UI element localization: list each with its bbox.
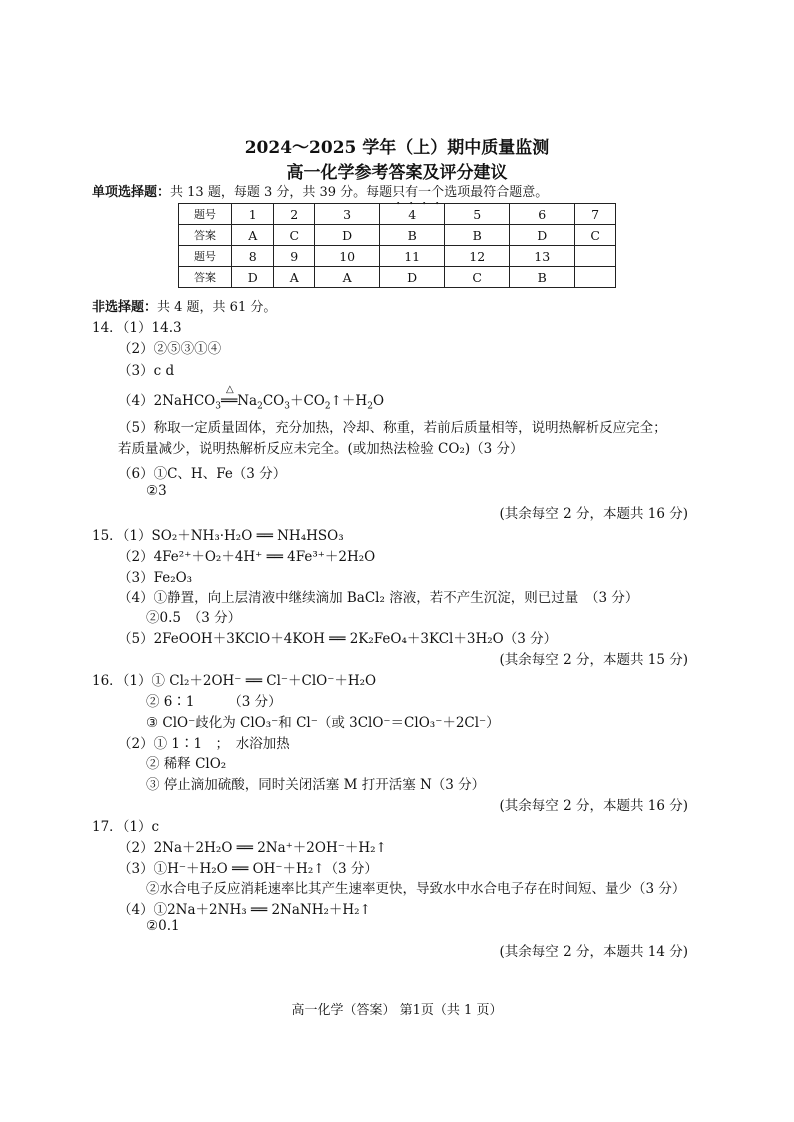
table-cell: 9 — [274, 246, 315, 267]
table-cell: 4 — [380, 204, 445, 225]
table-cell: A — [274, 267, 315, 288]
q15-part4b: ②0.5 （3 分） — [146, 610, 242, 626]
table-cell: D — [315, 225, 380, 246]
q16-part1: 16．（1）① Cl₂＋2OH⁻ ══ Cl⁻＋ClO⁻＋H₂O — [92, 673, 377, 689]
table-cell: C — [445, 267, 510, 288]
q14-part4: （4）2NaHCO$_3$ △ $══Na_2CO_3+CO_2↑+H_2O$ — [118, 384, 385, 412]
section-desc: 共 13 题，每题 3 分，共 39 分。每题 — [170, 185, 393, 200]
table-cell: D — [232, 267, 274, 288]
table-cell: 5 — [445, 204, 510, 225]
emphasis-text: 只有一个 — [392, 185, 445, 200]
q14-score-note: (其余每空 2 分，本题共 16 分) — [499, 506, 688, 522]
q17-part1: 17．（1）c — [92, 819, 160, 835]
table-cell: 1 — [232, 204, 274, 225]
q15-part1: 15．（1）SO₂＋NH₃·H₂O ══ NH₄HSO₃ — [92, 528, 344, 544]
q15-part3: （3）Fe₂O₃ — [118, 570, 193, 586]
section-desc: 共 4 题，共 61 分。 — [157, 300, 277, 315]
q14-part6b: ②3 — [146, 483, 167, 499]
q15-part2: （2）4Fe²⁺＋O₂＋4H⁺ ══ 4Fe³⁺＋2H₂O — [118, 549, 376, 565]
q17-part3: （3）①H⁻＋H₂O ══ OH⁻＋H₂↑（3 分） — [118, 861, 378, 877]
table-cell: A — [232, 225, 274, 246]
table-cell: 13 — [510, 246, 575, 267]
q17-part3b: ②水合电子反应消耗速率比其产生速率更快，导致水中水合电子存在时间短、量少（3 分） — [146, 881, 686, 897]
q15-part5: （5）2FeOOH＋3KClO＋4KOH ══ 2K₂FeO₄＋3KCl＋3H₂O（3 分） — [118, 631, 558, 647]
answer-table — [178, 203, 616, 288]
q16-part2b: ② 稀释 ClO₂ — [146, 756, 227, 772]
table-row — [179, 267, 616, 288]
table-cell: 2 — [274, 204, 315, 225]
section-suffix: 选项最符合题意。 — [444, 185, 549, 200]
q14-part2: （2）②⑤③①④ — [118, 341, 222, 357]
table-cell: 7 — [575, 204, 616, 225]
q14-part3: （3）c d — [118, 363, 175, 379]
table-row-header: 答案 — [179, 267, 232, 288]
table-cell: B — [510, 267, 575, 288]
q15-part4: （4）①静置，向上层清液中继续滴加 BaCl₂ 溶液，若不产生沉淀，则已过量 （3 分） — [118, 590, 639, 606]
q16-part2c: ③ 停止滴加硫酸，同时关闭活塞 M 打开活塞 N（3 分） — [146, 777, 486, 793]
table-cell: 11 — [380, 246, 445, 267]
table-cell — [575, 246, 616, 267]
q16-part2: （2）① 1∶1 ； 水浴加热 — [118, 736, 290, 752]
table-cell — [575, 267, 616, 288]
q14-part5: （5）称取一定质量固体，充分加热，冷却、称重，若前后质量相等，说明热解析反应完全；若质量减少，说明热解析反应未完全。(或加热法检验 CO₂)（3 分） — [118, 420, 667, 457]
table-cell: 3 — [315, 204, 380, 225]
section-non-choice-heading — [92, 296, 276, 315]
section-label: 非选择题： — [92, 300, 158, 315]
table-row — [179, 225, 616, 246]
table-row-header: 题号 — [179, 246, 232, 267]
table-cell: 10 — [315, 246, 380, 267]
table-cell: 12 — [445, 246, 510, 267]
q16-part1c: ③ ClO⁻歧化为 ClO₃⁻和 Cl⁻（或 3ClO⁻＝ClO₃⁻＋2Cl⁻） — [146, 715, 500, 731]
table-row-header: 答案 — [179, 225, 232, 246]
q15-score-note: (其余每空 2 分，本题共 15 分) — [499, 652, 688, 668]
table-row-header: 题号 — [179, 204, 232, 225]
table-cell: D — [380, 267, 445, 288]
q17-part4: （4）①2Na＋2NH₃ ══ 2NaNH₂＋H₂↑ — [118, 902, 371, 918]
q16-part1b: ② 6∶1 （3 分） — [146, 694, 282, 710]
page-footer: 高一化学（答案） 第1页（共 1 页） — [291, 1003, 503, 1018]
table-cell: B — [380, 225, 445, 246]
table-cell: C — [274, 225, 315, 246]
table-cell: A — [315, 267, 380, 288]
table-cell: 6 — [510, 204, 575, 225]
q17-score-note: (其余每空 2 分，本题共 14 分) — [499, 944, 688, 960]
page-subtitle: 高一化学参考答案及评分建议 — [286, 163, 508, 183]
table-row — [179, 204, 616, 225]
q14-part6: （6）①C、H、Fe（3 分） — [118, 466, 287, 482]
table-cell: D — [510, 225, 575, 246]
heat-symbol: △ — [225, 384, 234, 395]
table-cell: B — [445, 225, 510, 246]
table-cell: 8 — [232, 246, 274, 267]
table-row — [179, 246, 616, 267]
q16-score-note: (其余每空 2 分，本题共 16 分) — [499, 798, 688, 814]
q14-part1: 14．（1）14.3 — [92, 320, 182, 336]
section-label: 单项选择题： — [92, 185, 171, 200]
q17-part4b: ②0.1 — [146, 918, 180, 934]
page-title: 2024～2025 学年（上）期中质量监测 — [244, 138, 550, 158]
table-cell: C — [575, 225, 616, 246]
q17-part2: （2）2Na＋2H₂O ══ 2Na⁺＋2OH⁻＋H₂↑ — [118, 840, 387, 856]
